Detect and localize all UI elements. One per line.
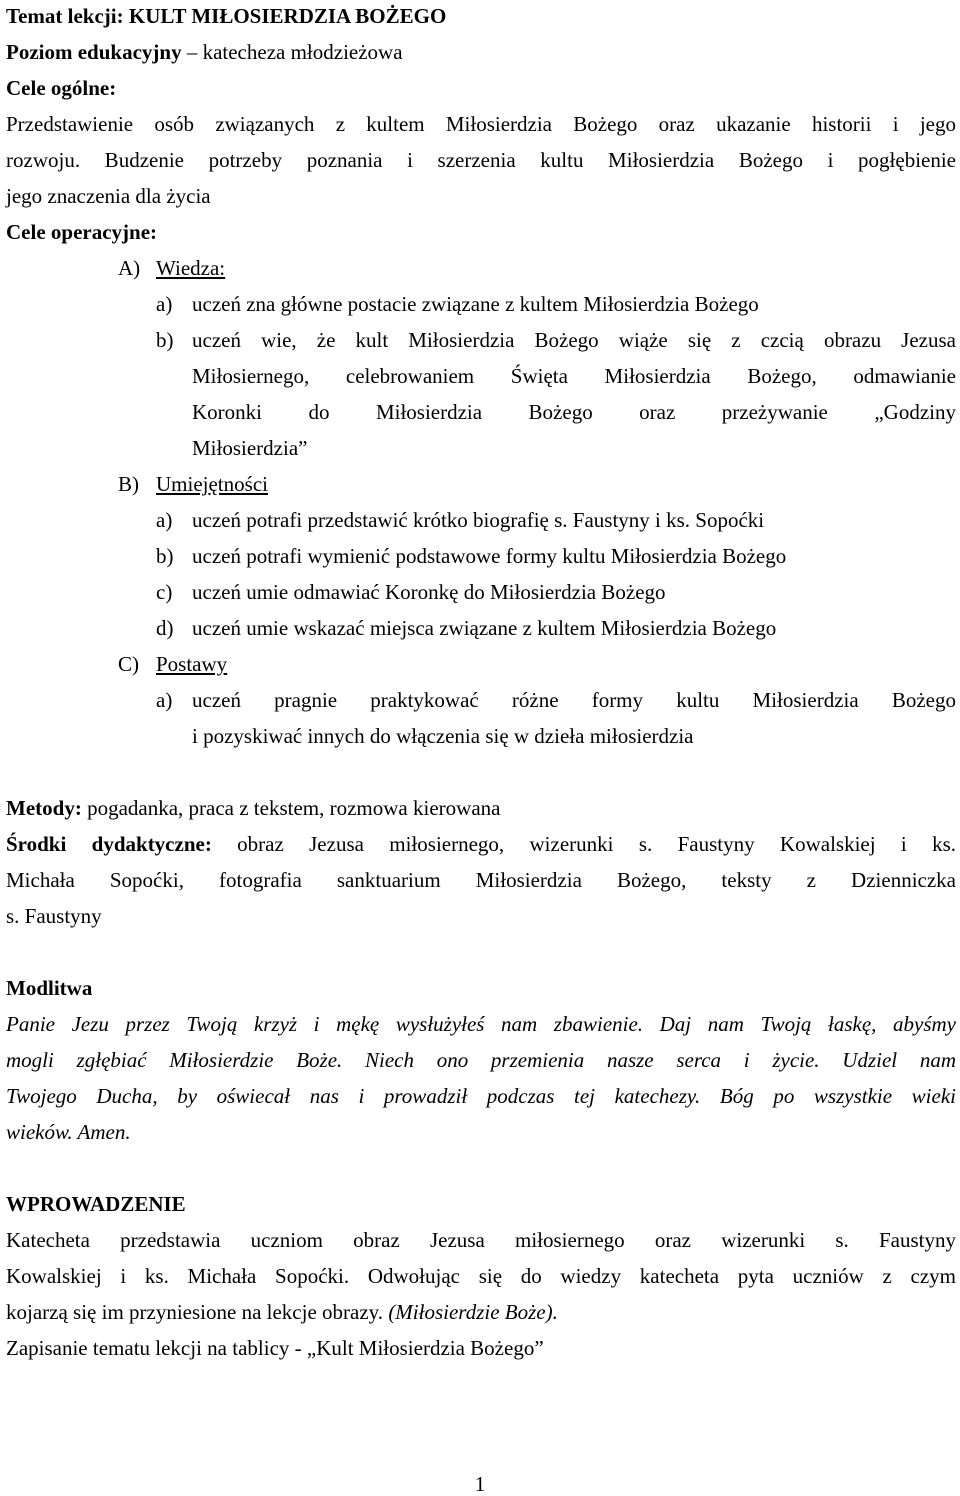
list-item: uczeń zna główne postacie związane z kultem Miłosierdzia Bożego bbox=[192, 292, 759, 316]
topic-value: KULT MIŁOSIERDZIA BOŻEGO bbox=[128, 4, 447, 28]
prayer-heading: Modlitwa bbox=[6, 976, 93, 1000]
list-item: uczeń potrafi wymienić podstawowe formy kultu Miłosierdzia Bożego bbox=[192, 544, 787, 568]
intro-line-italic: (Miłosierdzie Boże). bbox=[388, 1300, 558, 1324]
list-marker: c) bbox=[156, 580, 173, 604]
section-b-title: Umiejętności bbox=[156, 472, 268, 496]
list-item-continued: Miłosierdzia” bbox=[192, 436, 308, 460]
list-item-continued: Koronki do Miłosierdzia Bożego oraz przeżywanie „Godziny bbox=[192, 400, 956, 424]
resources-line: Michała Sopoćki, fotografia sanktuarium Miłosierdzia Bożego, teksty z Dzienniczka bbox=[6, 868, 956, 892]
prayer-line: Panie Jezu przez Twoją krzyż i mękę wysłużyłeś nam zbawienie. Daj nam Twoją łaskę, abyśmy bbox=[6, 1012, 956, 1036]
section-c-marker: C) bbox=[118, 652, 139, 676]
intro-line: Zapisanie tematu lekcji na tablicy - „Kult Miłosierdzia Bożego” bbox=[6, 1336, 544, 1360]
resources-line bbox=[6, 832, 956, 856]
list-item: uczeń umie odmawiać Koronkę do Miłosierdzia Bożego bbox=[192, 580, 666, 604]
methods-label: Metody: bbox=[6, 796, 82, 820]
prayer-line: wieków. Amen. bbox=[6, 1120, 131, 1144]
section-a-marker: A) bbox=[118, 256, 141, 280]
intro-line: Katecheta przedstawia uczniom obraz Jezusa miłosiernego oraz wizerunki s. Faustyny bbox=[6, 1228, 956, 1252]
level-value: – katecheza młodzieżowa bbox=[181, 40, 403, 64]
list-item: uczeń pragnie praktykować różne formy kultu Miłosierdzia Bożego bbox=[192, 688, 956, 712]
resources-label: Środki dydaktyczne: bbox=[6, 832, 212, 856]
list-marker: d) bbox=[156, 616, 174, 640]
list-item-continued: i pozyskiwać innych do włączenia się w dzieła miłosierdzia bbox=[192, 724, 694, 748]
list-item: uczeń umie wskazać miejsca związane z kultem Miłosierdzia Bożego bbox=[192, 616, 777, 640]
prayer-line: mogli zgłębiać Miłosierdzie Boże. Niech ono przemienia nasze serca i życie. Udziel nam bbox=[6, 1048, 956, 1072]
general-goals-line: rozwoju. Budzenie potrzeby poznania i szerzenia kultu Miłosierdzia Bożego i pogłębienie bbox=[6, 148, 956, 172]
general-goals-line: jego znaczenia dla życia bbox=[6, 184, 211, 208]
list-marker: b) bbox=[156, 328, 174, 352]
resources-value: obraz Jezusa miłosiernego, wizerunki s. Faustyny Kowalskiej i ks. bbox=[211, 832, 957, 856]
education-level bbox=[6, 40, 403, 64]
list-marker: a) bbox=[156, 292, 173, 316]
section-b-marker: B) bbox=[118, 472, 139, 496]
general-goals-heading: Cele ogólne: bbox=[6, 76, 117, 100]
operational-goals-heading: Cele operacyjne: bbox=[6, 220, 158, 244]
methods-line bbox=[6, 796, 500, 820]
list-item: uczeń wie, że kult Miłosierdzia Bożego wiąże się z czcią obrazu Jezusa bbox=[192, 328, 956, 352]
section-a-title: Wiedza: bbox=[156, 256, 226, 280]
section-c-title: Postawy bbox=[156, 652, 228, 676]
level-label: Poziom edukacyjny bbox=[6, 40, 182, 64]
list-marker: b) bbox=[156, 544, 174, 568]
resources-line: s. Faustyny bbox=[6, 904, 102, 928]
intro-heading: WPROWADZENIE bbox=[6, 1192, 186, 1216]
intro-line: Kowalskiej i ks. Michała Sopoćki. Odwołując się do wiedzy katecheta pyta uczniów z czym bbox=[6, 1264, 956, 1288]
list-item: uczeń potrafi przedstawić krótko biografię s. Faustyny i ks. Sopoćki bbox=[192, 508, 765, 532]
lesson-topic bbox=[6, 4, 446, 28]
list-marker: a) bbox=[156, 688, 173, 712]
intro-line-text: kojarzą się im przyniesione na lekcje obrazy. bbox=[6, 1300, 389, 1324]
intro-line bbox=[6, 1300, 558, 1324]
topic-label: Temat lekcji: bbox=[6, 4, 124, 28]
prayer-line: Twojego Ducha, by oświecał nas i prowadził podczas tej katechezy. Bóg po wszystkie wieki bbox=[6, 1084, 956, 1108]
methods-value: pogadanka, praca z tekstem, rozmowa kierowana bbox=[81, 796, 501, 820]
list-marker: a) bbox=[156, 508, 173, 532]
list-item-continued: Miłosiernego, celebrowaniem Święta Miłosierdzia Bożego, odmawianie bbox=[192, 364, 956, 388]
page-number: 1 bbox=[474, 1472, 486, 1496]
general-goals-line: Przedstawienie osób związanych z kultem Miłosierdzia Bożego oraz ukazanie historii i jego bbox=[6, 112, 956, 136]
